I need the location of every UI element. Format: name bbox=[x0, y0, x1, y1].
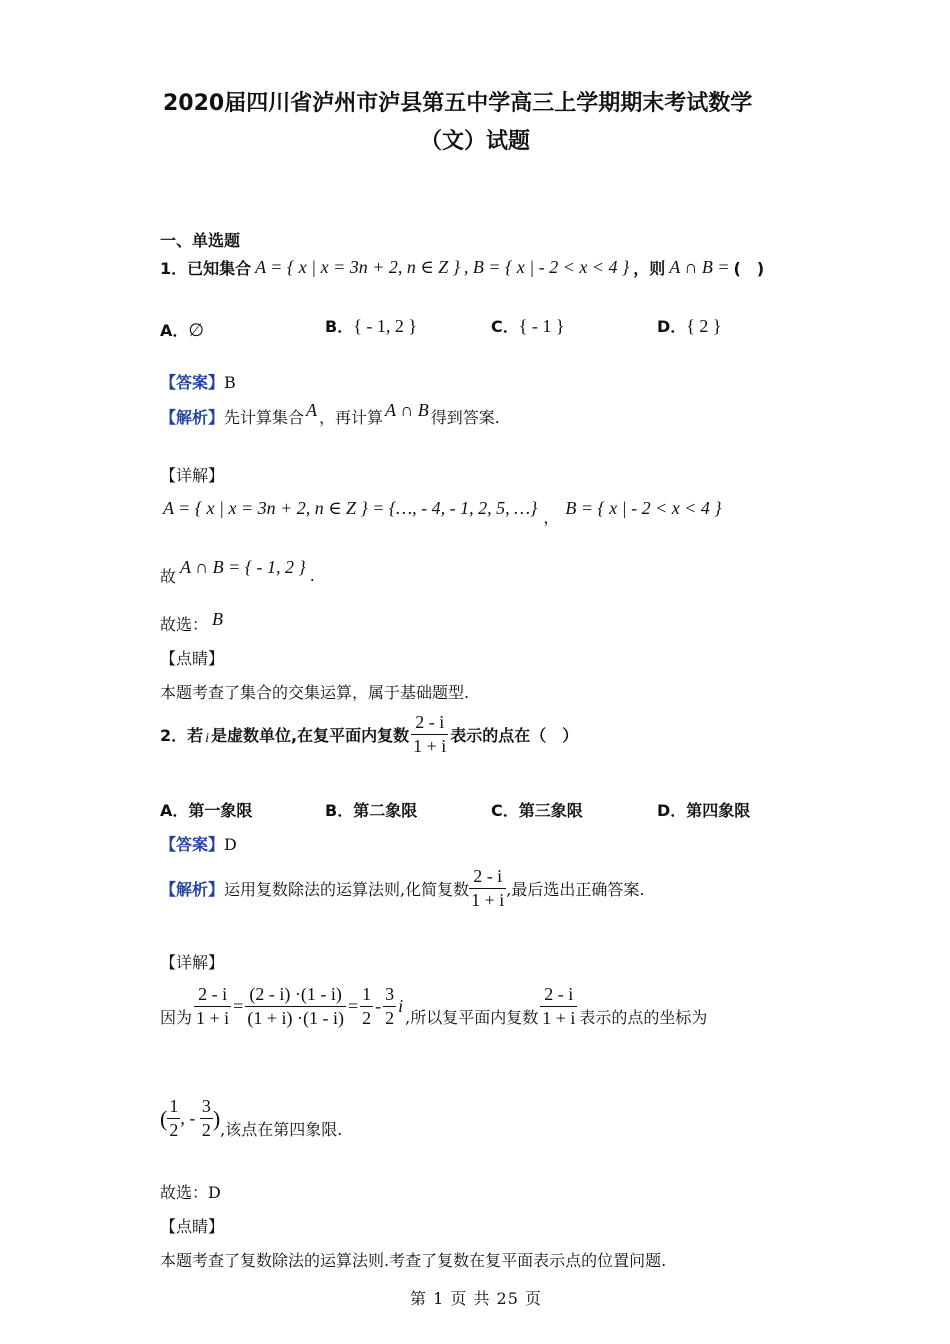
q1-choose: 故选： B bbox=[160, 609, 224, 634]
q1-set-a: A = { x | x = 3n + 2, n ∈ Z } bbox=[255, 257, 460, 277]
q1-option-b: B．{ - 1, 2 } bbox=[325, 316, 417, 336]
q2-number: 2．若 bbox=[160, 726, 204, 745]
q1-option-c: C．{ - 1 } bbox=[491, 316, 565, 336]
question-2: 2．若 i 是虚数单位,在复平面内复数 $\frac{2 - i}{1 + i}$ 表示的点在（ ） bbox=[160, 712, 579, 756]
section-heading: 一、单选题 bbox=[160, 231, 241, 250]
q1-option-a: A．∅ bbox=[160, 320, 205, 340]
q1-option-d: D．{ 2 } bbox=[657, 316, 722, 336]
q2-option-b: B．第二象限 bbox=[325, 801, 418, 820]
q2-comment-tag: 【点睛】 bbox=[160, 1217, 225, 1236]
page-title-line1: 2020届四川省泸州市泸县第五中学高三上学期期末考试数学 bbox=[163, 91, 753, 116]
q2-choose: 故选：D bbox=[160, 1183, 221, 1202]
q1-comment: 本题考查了集合的交集运算，属于基础题型. bbox=[160, 683, 470, 702]
q2-detail-equation: 因为 $\frac{2 - i}{1 + i}$ = $\frac{(2 - i) \cdot(1 - i)}{(1 + i) \cdot(1 - i)}$ = $\frac{1}{2}$ - $\frac{3}{2}$ i ,所以复平面内复数 $\frac{2 - i}{1 + i}$ 表示的点的坐标为 bbox=[160, 984, 708, 1028]
q1-comment-tag: 【点睛】 bbox=[160, 649, 225, 668]
q1-paren: ( ) bbox=[733, 259, 765, 278]
q1-expr: A ∩ B = bbox=[669, 257, 730, 277]
q2-fraction: $\frac{2 - i}{1 + i}$ bbox=[413, 712, 447, 756]
q2-comment: 本题考查了复数除法的运算法则.考查了复数在复平面表示点的位置问题. bbox=[160, 1251, 667, 1270]
q2-option-c: C．第三象限 bbox=[491, 801, 583, 820]
q2-detail-tag: 【详解】 bbox=[160, 953, 225, 972]
q2-coordinate: ( $\frac{1}{2}$ , - $\frac{3}{2}$ ) ,该点在第四象限. bbox=[160, 1096, 343, 1140]
page-footer: 第 1 页 共 25 页 bbox=[410, 1289, 542, 1308]
q2-answer: 【答案】D bbox=[160, 835, 237, 854]
q2-option-d: D．第四象限 bbox=[657, 801, 751, 820]
q1-set-b: , B = { x | - 2 < x < 4 } bbox=[463, 257, 630, 277]
q1-ask: ，则 bbox=[633, 259, 666, 278]
q2-option-a: A．第一象限 bbox=[160, 801, 253, 820]
q1-detail-equation: A = { x | x = 3n + 2, n ∈ Z } = {…, - 4, - 1, 2, 5, …} ， B = { x | - 2 < x < 4 } bbox=[163, 498, 722, 527]
q1-answer: 【答案】B bbox=[160, 373, 236, 392]
q2-analysis: 【解析】 运用复数除法的运算法则,化简复数 $\frac{2 - i}{1 + i}$ ,最后选出正确答案. bbox=[160, 866, 645, 910]
question-1 bbox=[160, 256, 764, 279]
q1-number: 1．已知集合 bbox=[160, 259, 252, 278]
page-title-line2: （文）试题 bbox=[420, 129, 531, 154]
q1-analysis: 【解析】 先计算集合 A ，再计算 A ∩ B 得到答案. bbox=[160, 400, 500, 427]
q1-conclusion: 故 A ∩ B = { - 1, 2 } . bbox=[160, 557, 315, 586]
q1-detail-tag: 【详解】 bbox=[160, 466, 225, 485]
